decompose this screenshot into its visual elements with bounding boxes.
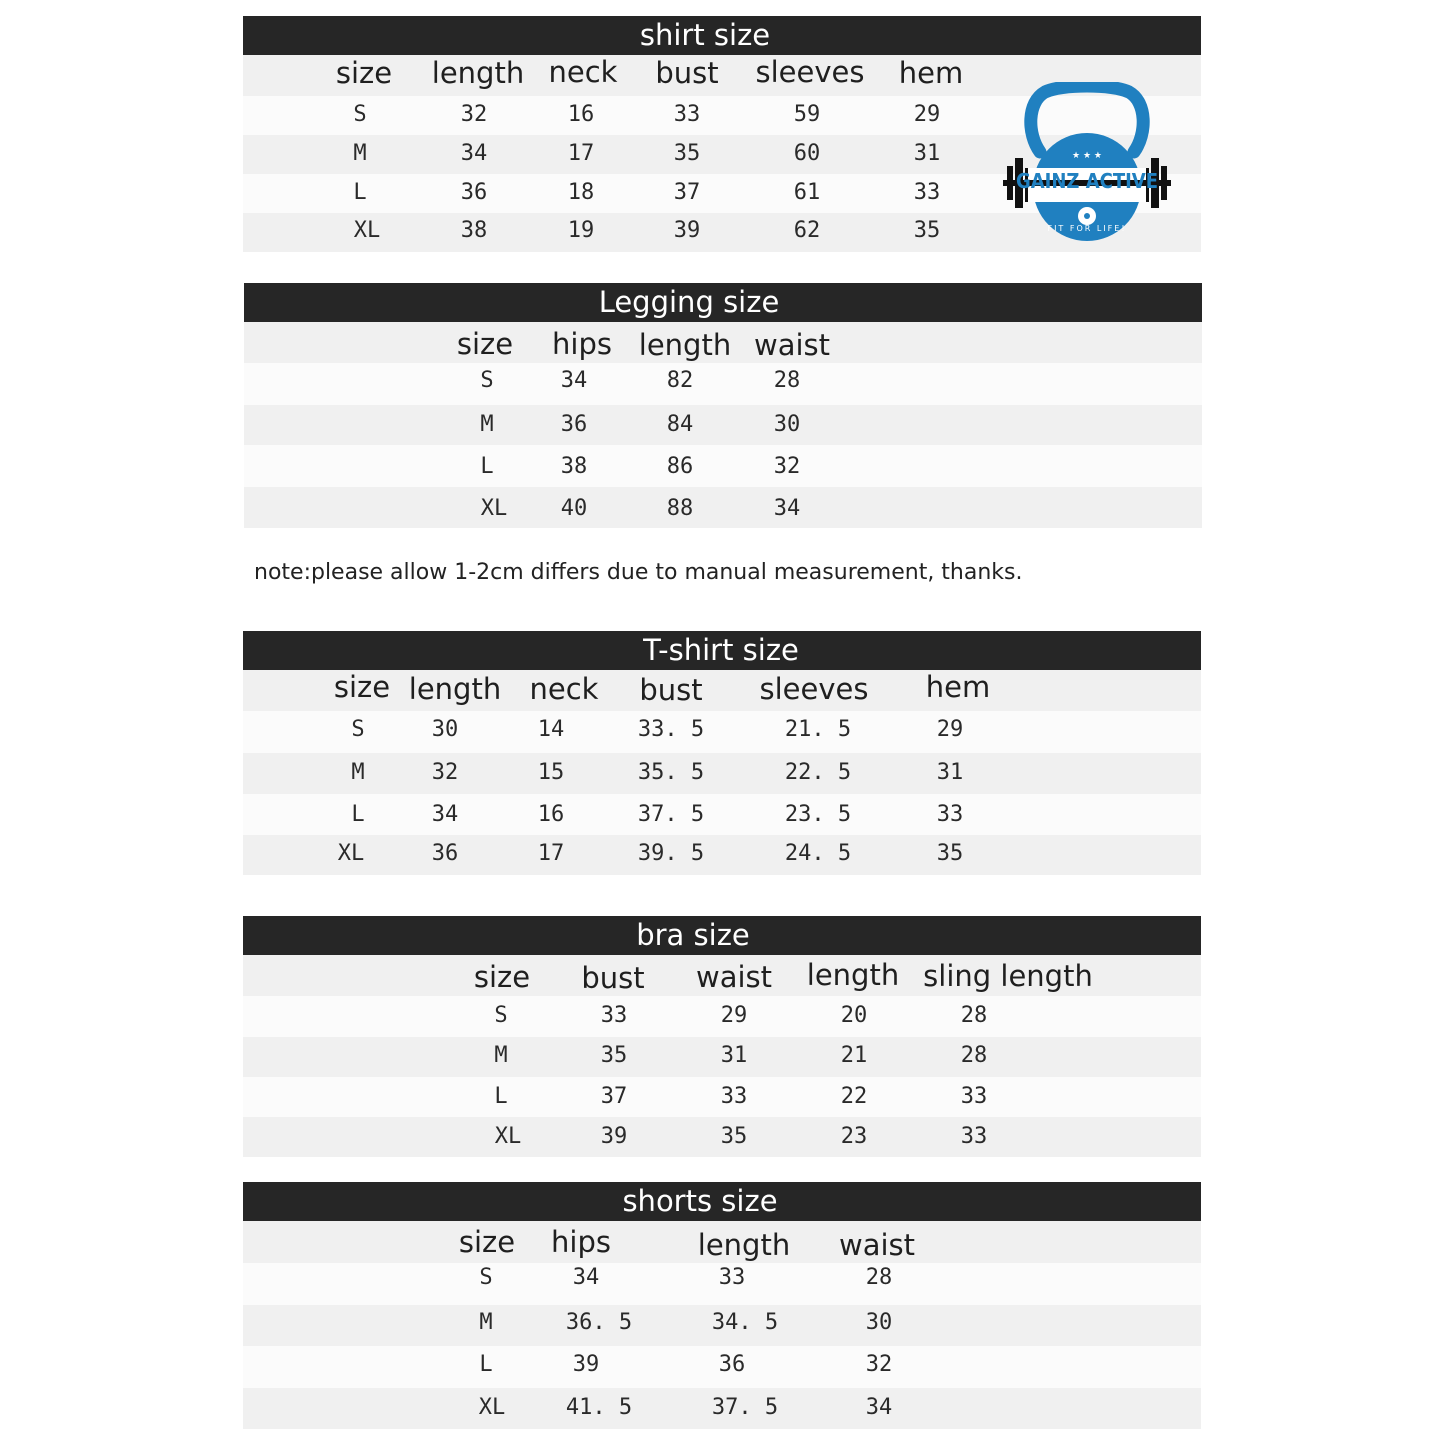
cell: 34: [865, 1395, 893, 1420]
cell: 17: [537, 841, 565, 866]
cell: 15: [537, 760, 565, 785]
section-title: [243, 1182, 1201, 1221]
cell-size: S: [480, 368, 494, 393]
cell: 39. 5: [637, 841, 705, 866]
cell: 33: [913, 180, 941, 205]
cell-size: S: [479, 1265, 493, 1290]
cell: 28: [960, 1043, 988, 1068]
cell: 19: [567, 218, 595, 243]
table-row: [243, 1388, 1201, 1429]
cell: 36: [560, 412, 588, 437]
cell: 35: [720, 1124, 748, 1149]
col-header: hips: [552, 327, 612, 361]
cell: 21. 5: [784, 717, 852, 742]
cell: 20: [840, 1003, 868, 1028]
cell: 38: [460, 218, 488, 243]
cell: 33. 5: [637, 717, 705, 742]
cell: 34: [572, 1265, 600, 1290]
table-row: [243, 711, 1201, 753]
brand-logo: [1001, 82, 1173, 244]
cell: 61: [793, 180, 821, 205]
bra-size-title: bra size: [636, 918, 750, 952]
cell: 35: [936, 841, 964, 866]
col-header: length: [806, 958, 900, 992]
col-header: length: [408, 672, 502, 706]
bra-size-table: [243, 916, 1201, 1157]
cell: 36: [718, 1352, 746, 1377]
col-header: waist: [838, 1228, 916, 1262]
cell-size: M: [480, 412, 494, 437]
col-header: sleeves: [755, 55, 865, 89]
table-row: [243, 794, 1201, 835]
section-title: [243, 631, 1201, 670]
svg-text:★ ★ ★: ★ ★ ★: [1072, 151, 1102, 161]
table-row: [243, 1117, 1201, 1157]
table-row: [244, 445, 1202, 487]
cell: 28: [773, 368, 801, 393]
col-header: waist: [695, 960, 773, 994]
cell: 39: [600, 1124, 628, 1149]
cell: 16: [567, 102, 595, 127]
header-row: [243, 1221, 1201, 1263]
cell: 33: [960, 1084, 988, 1109]
col-header: length: [638, 328, 732, 362]
col-header: size: [333, 670, 391, 704]
cell: 24. 5: [784, 841, 852, 866]
col-header: bust: [639, 673, 703, 707]
col-header: size: [458, 1225, 516, 1259]
col-header: bust: [581, 961, 645, 995]
col-header: sling length: [923, 959, 1093, 993]
cell-size: S: [351, 717, 365, 742]
cell: 30: [431, 717, 459, 742]
cell: 36. 5: [565, 1310, 633, 1335]
col-header: size: [473, 960, 531, 994]
cell: 36: [431, 841, 459, 866]
cell-size: XL: [480, 496, 508, 521]
cell: 34: [560, 368, 588, 393]
cell: 38: [560, 454, 588, 479]
col-header: hips: [551, 1225, 611, 1259]
cell: 62: [793, 218, 821, 243]
table-row: [243, 1077, 1201, 1117]
col-header: neck: [548, 55, 618, 89]
cell: 35: [673, 141, 701, 166]
col-header: hem: [898, 56, 964, 90]
table-row: [244, 405, 1202, 445]
shorts-size-title: shorts size: [622, 1184, 778, 1218]
cell: 37. 5: [637, 802, 705, 827]
cell: 37. 5: [711, 1395, 779, 1420]
cell: 29: [720, 1003, 748, 1028]
cell: 31: [913, 141, 941, 166]
cell: 35: [913, 218, 941, 243]
kettlebell-logo-icon: [1001, 82, 1173, 244]
cell: 30: [865, 1310, 893, 1335]
table-row: [243, 835, 1201, 875]
cell: 39: [572, 1352, 600, 1377]
cell: 32: [460, 102, 488, 127]
cell: 22. 5: [784, 760, 852, 785]
header-row: [244, 322, 1202, 363]
cell: 29: [936, 717, 964, 742]
cell: 34: [773, 496, 801, 521]
cell: 33: [673, 102, 701, 127]
col-header: size: [335, 56, 393, 90]
cell: 17: [567, 141, 595, 166]
cell: 16: [537, 802, 565, 827]
col-header: size: [456, 327, 514, 361]
tshirt-size-title: T-shirt size: [643, 633, 799, 667]
brand-tagline: FIT FOR LIFE!: [1047, 224, 1127, 233]
table-row: [243, 996, 1201, 1037]
tshirt-size-table: [243, 631, 1201, 875]
cell: 28: [960, 1003, 988, 1028]
brand-name: GAINZ ACTIVE: [1015, 169, 1159, 193]
cell-size: L: [351, 802, 365, 827]
header-row: [243, 955, 1201, 996]
cell: 39: [673, 218, 701, 243]
cell-size: M: [353, 141, 367, 166]
col-header: waist: [753, 328, 831, 362]
section-title: [243, 16, 1201, 55]
cell: 32: [431, 760, 459, 785]
plate-icon: [1078, 207, 1096, 225]
cell: 88: [666, 496, 694, 521]
cell: 84: [666, 412, 694, 437]
table-row: [243, 1037, 1201, 1077]
cell: 23. 5: [784, 802, 852, 827]
table-row: [243, 1263, 1201, 1305]
cell-size: L: [494, 1084, 508, 1109]
cell-size: S: [494, 1003, 508, 1028]
legging-size-title: Legging size: [598, 285, 780, 319]
header-row: [243, 670, 1201, 711]
cell: 14: [537, 717, 565, 742]
table-row: [244, 487, 1202, 528]
col-header: sleeves: [759, 672, 869, 706]
cell: 31: [720, 1043, 748, 1068]
cell: 34: [431, 802, 459, 827]
measurement-note: note:please allow 1-2cm differs due to manual measurement, thanks.: [254, 560, 1023, 585]
cell: 60: [793, 141, 821, 166]
cell: 86: [666, 454, 694, 479]
col-header: bust: [655, 56, 719, 90]
cell: 34. 5: [711, 1310, 779, 1335]
cell: 31: [936, 760, 964, 785]
cell-size: L: [480, 454, 494, 479]
cell: 23: [840, 1124, 868, 1149]
shorts-size-table: [243, 1182, 1201, 1429]
cell-size: XL: [478, 1395, 506, 1420]
col-header: length: [697, 1228, 791, 1262]
cell: 41. 5: [565, 1395, 633, 1420]
cell-size: XL: [494, 1124, 522, 1149]
cell: 36: [460, 180, 488, 205]
section-title: [243, 916, 1201, 955]
cell: 35. 5: [637, 760, 705, 785]
cell: 32: [773, 454, 801, 479]
cell-size: L: [479, 1352, 493, 1377]
cell-size: M: [351, 760, 365, 785]
cell: 21: [840, 1043, 868, 1068]
cell: 33: [960, 1124, 988, 1149]
cell-size: S: [353, 102, 367, 127]
cell: 33: [720, 1084, 748, 1109]
table-row: [243, 1346, 1201, 1388]
cell: 18: [567, 180, 595, 205]
cell: 37: [673, 180, 701, 205]
cell: 34: [460, 141, 488, 166]
cell: 33: [936, 802, 964, 827]
cell: 40: [560, 496, 588, 521]
col-header: length: [431, 56, 525, 90]
col-header: hem: [925, 670, 991, 704]
cell-size: XL: [353, 218, 381, 243]
shirt-size-title: shirt size: [639, 18, 771, 52]
cell-size: M: [494, 1043, 508, 1068]
section-title: [244, 283, 1202, 322]
cell-size: L: [353, 180, 367, 205]
cell: 82: [666, 368, 694, 393]
cell: 30: [773, 412, 801, 437]
cell: 32: [865, 1352, 893, 1377]
cell: 22: [840, 1084, 868, 1109]
cell: 33: [718, 1265, 746, 1290]
table-row: [243, 753, 1201, 794]
cell: 29: [913, 102, 941, 127]
cell-size: XL: [337, 841, 365, 866]
cell: 33: [600, 1003, 628, 1028]
legging-size-table: [244, 283, 1202, 528]
cell: 35: [600, 1043, 628, 1068]
table-row: [243, 1305, 1201, 1346]
cell-size: M: [479, 1310, 493, 1335]
cell: 59: [793, 102, 821, 127]
cell: 28: [865, 1265, 893, 1290]
table-row: [244, 363, 1202, 405]
col-header: neck: [529, 672, 599, 706]
cell: 37: [600, 1084, 628, 1109]
